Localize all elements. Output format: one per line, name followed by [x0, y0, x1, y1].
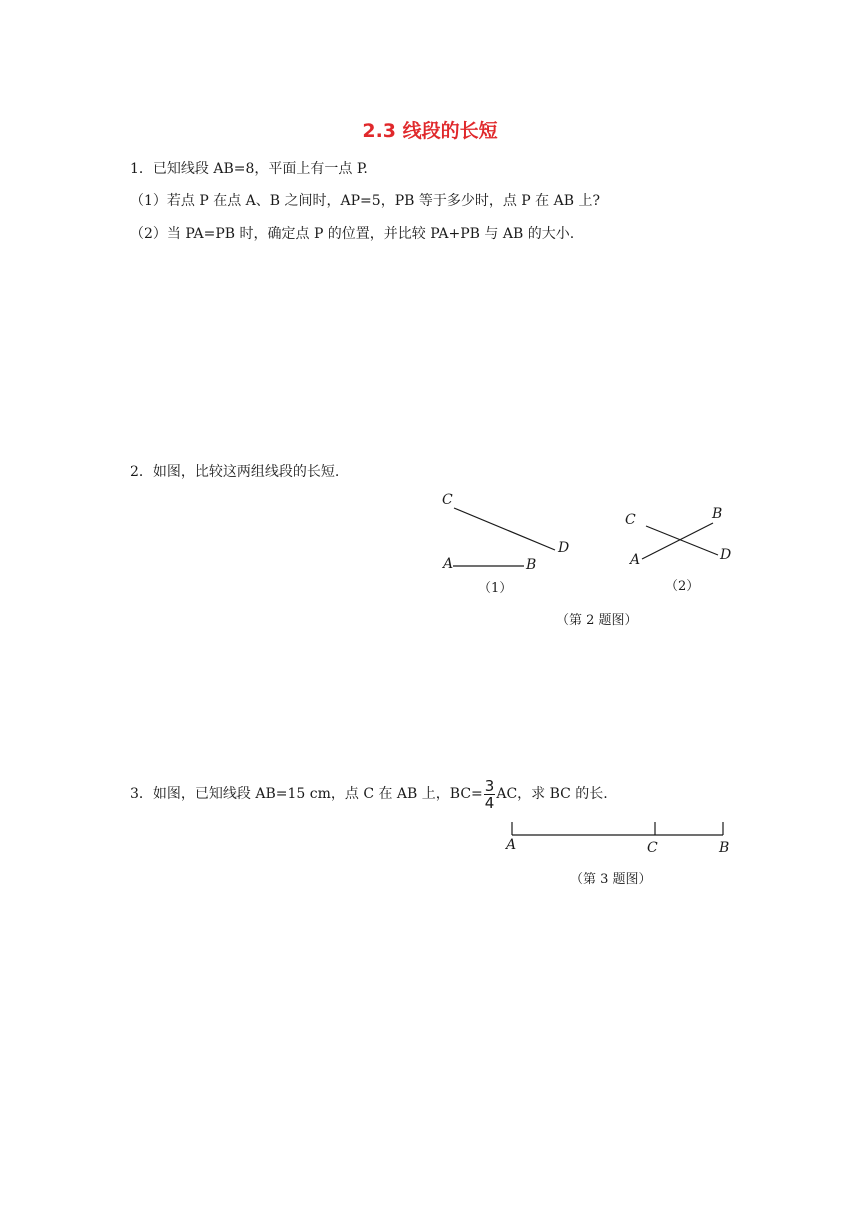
q3-stem-after: AC，求 BC 的长. [496, 786, 608, 802]
page-title: 2.3 线段的长短 [362, 120, 498, 142]
point-label-b-2: B [712, 506, 723, 522]
point-label-a-2: A [630, 552, 641, 568]
q3-stem [130, 776, 608, 812]
point-label-c-2: C [625, 512, 636, 528]
point-label-d-1: D [558, 540, 570, 556]
q1-part1: （1）若点 P 在点 A、B 之间时，AP=5，PB 等于多少时，点 P 在 AB 上? [130, 193, 600, 209]
fraction [484, 778, 496, 811]
point-label-a: A [506, 837, 517, 853]
segment-cd-2 [646, 526, 718, 555]
point-label-b: B [719, 840, 730, 856]
fig1-label: （1） [478, 581, 513, 596]
fraction-denominator: 4 [484, 793, 495, 812]
point-label-a-1: A [443, 556, 454, 572]
point-label-b-1: B [526, 557, 537, 573]
segment-cd-1 [454, 508, 555, 550]
q3-figure [500, 815, 745, 860]
q2-figure [430, 480, 750, 605]
fig2-label: （2） [665, 579, 700, 594]
q3-stem-before: 3．如图，已知线段 AB=15 cm，点 C 在 AB 上，BC= [130, 786, 483, 802]
q2-caption: （第 2 题图） [556, 613, 638, 628]
point-label-d-2: D [720, 547, 732, 563]
q3-caption: （第 3 题图） [570, 872, 652, 887]
point-label-c: C [647, 840, 658, 856]
q2-stem: 2．如图，比较这两组线段的长短. [130, 464, 340, 480]
fraction-numerator: 3 [484, 776, 495, 795]
q1-stem: 1．已知线段 AB=8，平面上有一点 P. [130, 161, 368, 177]
q1-part2: （2）当 PA=PB 时，确定点 P 的位置，并比较 PA+PB 与 AB 的大小. [130, 226, 575, 242]
point-label-c-1: C [442, 492, 453, 508]
